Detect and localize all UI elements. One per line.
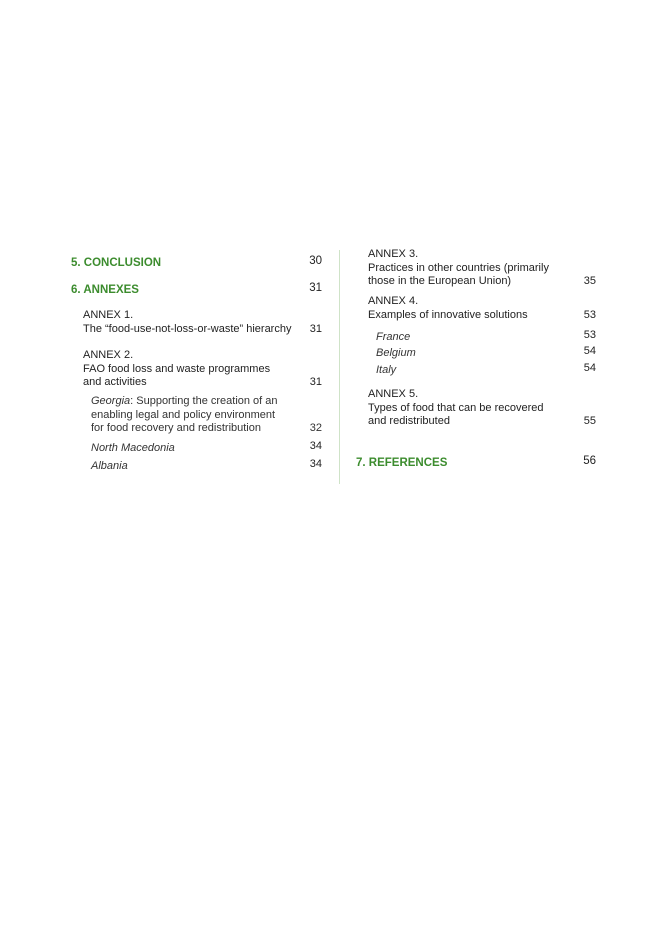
toc-page-number: 30 — [309, 255, 322, 267]
toc-page-number: 53 — [583, 329, 596, 341]
toc-page-number: 35 — [583, 275, 596, 287]
toc-entry-text — [83, 349, 270, 390]
annex-heading: ANNEX 4. — [368, 295, 419, 307]
toc-entry-annex-1[interactable] — [83, 309, 322, 336]
toc-entry-georgia[interactable] — [91, 395, 322, 436]
annex-heading: ANNEX 2. — [83, 349, 134, 361]
country-name: Italy — [376, 363, 397, 376]
toc-entry-annex-5[interactable] — [368, 388, 596, 429]
toc-page-number: 31 — [309, 376, 322, 388]
annex-title-line: FAO food loss and waste programmes — [83, 362, 271, 375]
toc-entry-belgium[interactable] — [376, 345, 596, 359]
toc-entry-text — [368, 295, 528, 322]
toc-page-number: 54 — [583, 362, 596, 374]
annex-title-line: and redistributed — [368, 415, 450, 427]
annex-title: The “food-use-not-loss-or-waste” hierarchy — [83, 322, 292, 335]
toc-entry-conclusion[interactable] — [71, 255, 322, 269]
toc-page-number: 34 — [309, 440, 322, 452]
annex-title: Examples of innovative solutions — [368, 308, 528, 321]
toc-entry-references[interactable] — [356, 455, 596, 469]
toc-label: 5. CONCLUSION — [71, 256, 162, 269]
annex-title-line: Types of food that can be recovered — [368, 401, 544, 414]
toc-page-number: 34 — [309, 458, 322, 470]
toc-entry-north-macedonia[interactable] — [91, 440, 322, 454]
toc-page-number: 54 — [583, 345, 596, 357]
country-name: France — [376, 330, 411, 343]
entry-title-line: for food recovery and redistribution — [91, 422, 261, 434]
toc-entry-annexes[interactable] — [71, 282, 322, 296]
toc-entry-annex-4[interactable] — [368, 295, 596, 322]
toc-label: 7. REFERENCES — [356, 456, 448, 469]
annex-title-line: Practices in other countries (primarily — [368, 261, 549, 274]
toc-entry-albania[interactable] — [91, 458, 322, 472]
toc-page-number: 53 — [583, 308, 596, 321]
toc-entry-text — [368, 388, 544, 429]
toc-page-number: 31 — [309, 282, 322, 294]
toc-entry-text — [91, 395, 278, 436]
toc-page-number: 55 — [583, 415, 596, 427]
toc-entry-text — [83, 309, 291, 336]
annex-heading: ANNEX 5. — [368, 388, 419, 400]
toc-entry-italy[interactable] — [376, 362, 596, 376]
entry-title-line: enabling legal and policy environment — [91, 408, 276, 421]
entry-title-line: : Supporting the creation of an — [130, 395, 278, 407]
toc-label: 6. ANNEXES — [71, 283, 139, 296]
country-name: North Macedonia — [91, 441, 175, 454]
country-name: Albania — [91, 459, 128, 472]
column-divider — [339, 250, 340, 484]
toc-entry-annex-2[interactable] — [83, 349, 322, 390]
annex-title-line: those in the European Union) — [368, 275, 512, 287]
toc-entry-france[interactable] — [376, 329, 596, 343]
toc-page-number: 31 — [309, 322, 322, 335]
toc-page-number: 32 — [309, 422, 322, 434]
annex-heading: ANNEX 3. — [368, 248, 419, 260]
toc-entry-annex-3[interactable] — [368, 248, 596, 289]
country-name: Belgium — [376, 346, 416, 359]
toc-page-number: 56 — [583, 455, 596, 467]
annex-title-line: and activities — [83, 376, 147, 388]
country-name: Georgia — [91, 395, 131, 407]
annex-heading: ANNEX 1. — [83, 309, 134, 321]
toc-entry-text — [368, 248, 549, 289]
